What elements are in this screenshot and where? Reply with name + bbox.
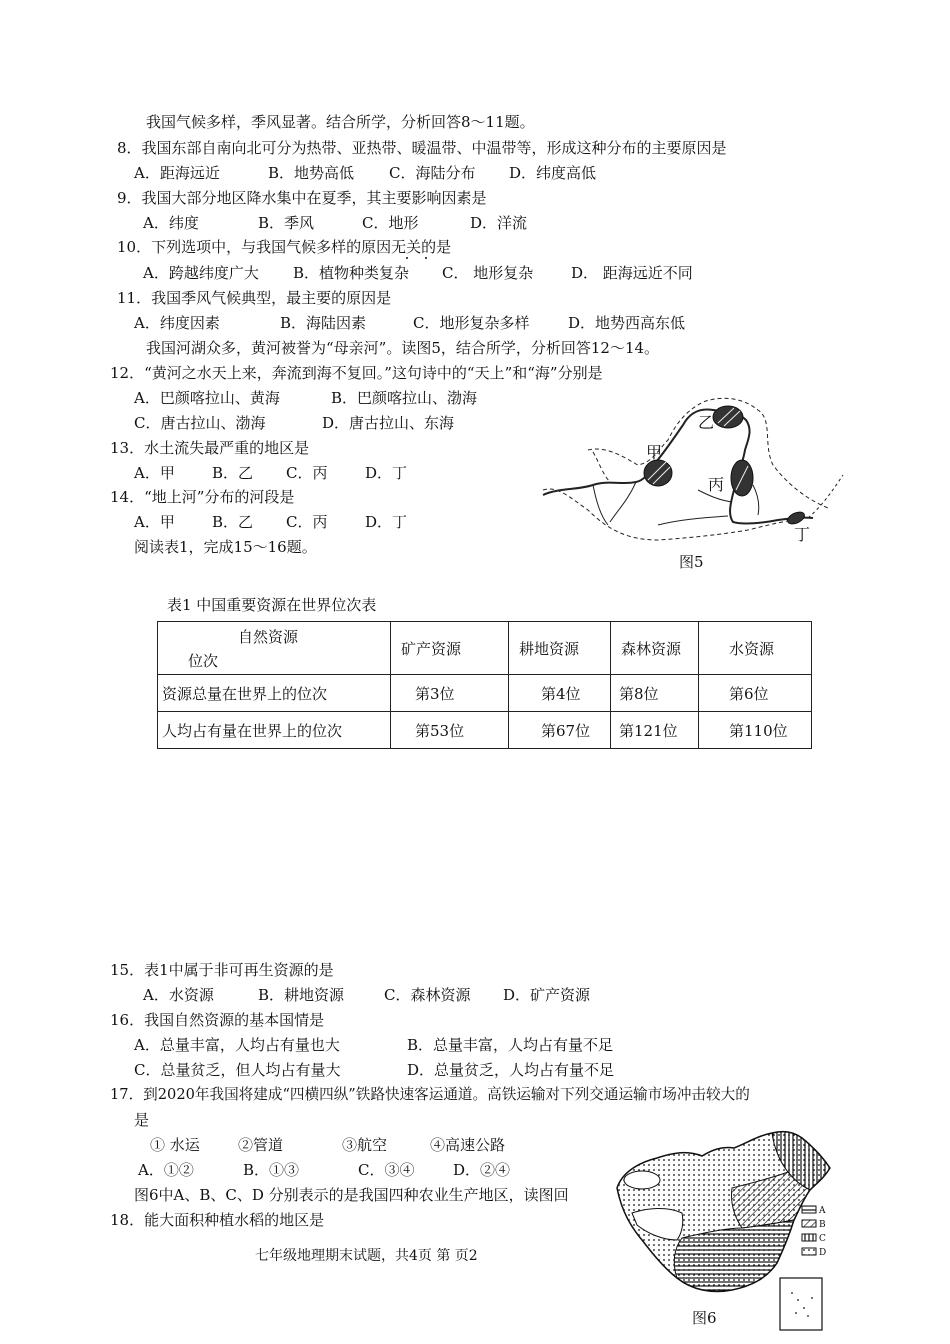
q17-item-3: ③航空 [342, 1136, 388, 1154]
q16-option-a: A．总量丰富，人均占有量也大 [134, 1036, 340, 1054]
q16-option-c: C．总量贫乏，但人均占有量大 [134, 1061, 341, 1079]
table-header-cell: 耕地资源 [509, 622, 611, 675]
fig6-legend-a: A [819, 1206, 826, 1216]
section-intro-agriculture: 图6中A、B、C、D 分别表示的是我国四种农业生产地区，读图回 [134, 1186, 569, 1204]
q17-item-4: ④高速公路 [430, 1136, 506, 1154]
fig5-label-yi: 乙 [698, 413, 715, 432]
corner-bottom-label: 位次 [188, 652, 219, 670]
fig6-legend-c: C [819, 1234, 826, 1244]
question-14-stem: 14．“地上河”分布的河段是 [110, 488, 295, 506]
figure-6-caption: 图6 [692, 1309, 717, 1327]
table-cell: 第4位 [509, 675, 611, 712]
q10-option-b: B．植物种类复杂 [293, 264, 410, 282]
q12-option-b: B．巴颜喀拉山、渤海 [331, 389, 478, 407]
question-8-stem: 8．我国东部自南向北可分为热带、亚热带、暖温带、中温带等，形成这种分布的主要原因是 [117, 139, 727, 157]
table-cell: 第3位 [391, 675, 509, 712]
q17-option-c: C．③④ [358, 1161, 415, 1179]
q11-option-c: C．地形复杂多样 [413, 314, 530, 332]
q11-option-d: D．地势西高东低 [568, 314, 686, 332]
q13-option-d: D．丁 [365, 464, 408, 482]
section-intro-table: 阅读表1，完成15～16题。 [134, 538, 317, 556]
table-cell: 第67位 [509, 712, 611, 749]
table-row-label: 资源总量在世界上的位次 [158, 675, 391, 712]
q17-option-a: A．①② [138, 1161, 194, 1179]
q12-option-d: D．唐古拉山、东海 [322, 414, 455, 432]
q15-option-b: B．耕地资源 [258, 986, 345, 1004]
q15-option-c: C．森林资源 [384, 986, 471, 1004]
q11-option-b: B．海陆因素 [280, 314, 367, 332]
q8-option-b: B．地势高低 [268, 164, 355, 182]
q9-option-c: C．地形 [362, 214, 419, 232]
table-header-cell: 水资源 [699, 622, 812, 675]
question-17-stem-continued: 是 [134, 1111, 150, 1129]
q15-option-d: D．矿产资源 [503, 986, 591, 1004]
fig5-label-bing: 丙 [708, 475, 725, 494]
question-12-stem: 12．“黄河之水天上来，奔流到海不复回。”这句诗中的“天上”和“海”分别是 [110, 364, 603, 382]
table-row-label: 人均占有量在世界上的位次 [158, 712, 391, 749]
question-17-stem: 17．到2020年我国将建成“四横四纵”铁路快速客运通道。高铁运输对下列交通运输市场冲击较大的 [110, 1086, 750, 1103]
table-header-cell: 森林资源 [611, 622, 699, 675]
page-footer: 七年级地理期末试题，共4页 第 页2 [255, 1248, 478, 1264]
question-9-stem: 9．我国大部分地区降水集中在夏季，其主要影响因素是 [117, 189, 487, 207]
table-row [158, 712, 812, 749]
q10-option-a: A．跨越纬度广大 [143, 264, 259, 282]
q17-option-d: D．②④ [453, 1161, 511, 1179]
q17-item-1: ① 水运 [150, 1136, 200, 1154]
q14-option-c: C．丙 [286, 513, 328, 531]
q16-option-d: D．总量贫乏，人均占有量不足 [407, 1061, 615, 1079]
question-11-stem: 11．我国季风气候典型，最主要的原因是 [117, 289, 392, 307]
question-10-stem: 10．下列选项中，与我国气候多样的原因无关的是 [117, 238, 452, 256]
q11-option-a: A．纬度因素 [134, 314, 220, 332]
emphasis-dots [402, 257, 442, 261]
question-18-stem: 18．能大面积种植水稻的地区是 [110, 1211, 325, 1229]
q17-item-2: ②管道 [238, 1136, 284, 1154]
table-row [158, 675, 812, 712]
table-cell: 第53位 [391, 712, 509, 749]
q14-option-a: A．甲 [134, 513, 175, 531]
q17-option-b: B．①③ [243, 1161, 300, 1179]
q13-option-c: C．丙 [286, 464, 328, 482]
resource-ranking-table [157, 621, 812, 749]
q8-option-a: A．距海远近 [134, 164, 220, 182]
table-cell: 第6位 [699, 675, 812, 712]
q13-option-a: A．甲 [134, 464, 175, 482]
q9-option-a: A．纬度 [143, 214, 199, 232]
q13-option-b: B．乙 [212, 464, 254, 482]
figure-5-yellow-river-map [538, 390, 850, 555]
fig5-label-jia: 甲 [646, 443, 663, 462]
q14-option-d: D．丁 [365, 513, 408, 531]
question-15-stem: 15．表1中属于非可再生资源的是 [110, 961, 334, 979]
q10-option-d: D． 距海远近不同 [571, 264, 693, 282]
fig5-label-ding: 丁 [794, 525, 811, 544]
q14-option-b: B．乙 [212, 513, 254, 531]
figure-5-caption: 图5 [679, 553, 704, 571]
q8-option-c: C．海陆分布 [389, 164, 476, 182]
q9-option-b: B．季风 [258, 214, 315, 232]
fig6-legend-d: D [819, 1248, 827, 1258]
fig6-legend-b: B [819, 1220, 826, 1230]
q10-option-c: C． 地形复杂 [442, 264, 534, 282]
q12-option-c: C．唐古拉山、渤海 [134, 414, 266, 432]
q9-option-d: D．洋流 [470, 214, 528, 232]
q12-option-a: A．巴颜喀拉山、黄海 [134, 389, 280, 407]
table-1-caption: 表1 中国重要资源在世界位次表 [167, 596, 377, 614]
table-cell: 第110位 [699, 712, 812, 749]
table-corner-cell [158, 622, 391, 675]
section-intro-climate: 我国气候多样，季风显著。结合所学，分析回答8～11题。 [146, 113, 535, 131]
section-intro-rivers: 我国河湖众多，黄河被誉为“母亲河”。读图5，结合所学，分析回答12～14。 [146, 339, 660, 357]
figure-6-china-agriculture-map [612, 1128, 847, 1333]
q8-option-d: D．纬度高低 [509, 164, 597, 182]
q16-option-b: B．总量丰富，人均占有量不足 [407, 1036, 614, 1054]
table-cell: 第8位 [611, 675, 699, 712]
question-16-stem: 16．我国自然资源的基本国情是 [110, 1011, 325, 1029]
table-header-cell: 矿产资源 [391, 622, 509, 675]
question-13-stem: 13．水土流失最严重的地区是 [110, 439, 310, 457]
table-cell: 第121位 [611, 712, 699, 749]
q15-option-a: A．水资源 [143, 986, 214, 1004]
corner-top-label: 自然资源 [238, 628, 299, 646]
